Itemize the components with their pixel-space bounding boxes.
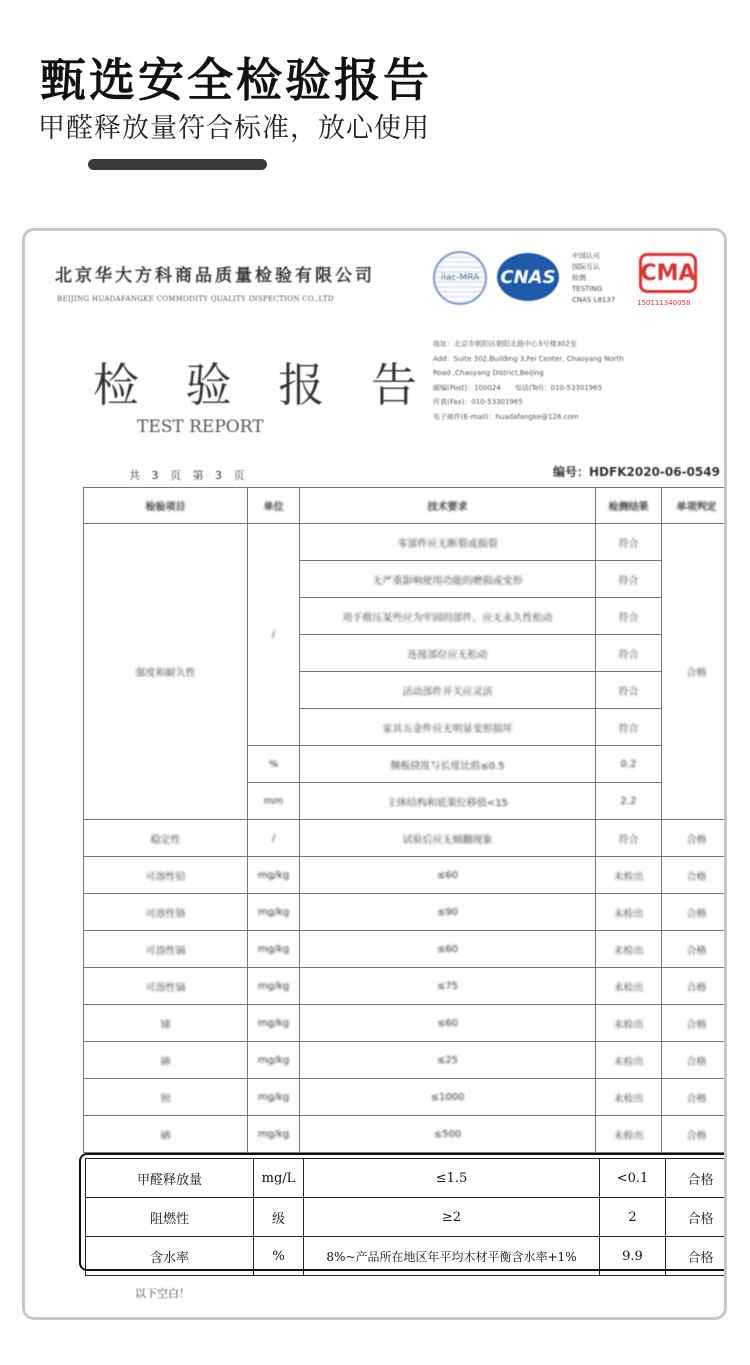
table-row xyxy=(84,931,728,968)
cma-logo-icon: CMA xyxy=(639,253,697,293)
results-table xyxy=(83,487,727,1153)
result-cell: 符合 xyxy=(596,820,662,857)
table-row xyxy=(84,894,728,931)
unit-cell: 级 xyxy=(254,1198,304,1237)
requirement-cell: 侧板挠度与长度比值≤0.5 xyxy=(300,746,596,783)
result-cell: 未检出 xyxy=(596,931,662,968)
item-cell: 可溶性镉 xyxy=(84,968,248,1005)
item-cell: 强度和耐久性 xyxy=(84,524,248,820)
table-row xyxy=(84,1079,728,1116)
result-cell: 符合 xyxy=(596,672,662,709)
table-row xyxy=(84,968,728,1005)
item-cell: 砷 xyxy=(84,1042,248,1079)
verdict-cell: 合格 xyxy=(662,931,728,968)
verdict-cell: 合格 xyxy=(662,894,728,931)
requirement-cell: 用手揿压某些应为牢固的部件，应无永久性松动 xyxy=(300,598,596,635)
result-cell: 未检出 xyxy=(596,1042,662,1079)
requirement-cell: 主体结构和底架位移值<15 xyxy=(300,783,596,820)
item-cell: 钡 xyxy=(84,1079,248,1116)
result-cell: 未检出 xyxy=(596,1079,662,1116)
cma-number: 150111340058 xyxy=(637,299,691,307)
result-cell: 未检出 xyxy=(596,1116,662,1153)
verdict-cell: 合格 xyxy=(666,1237,728,1276)
requirement-cell: 零部件应无断裂或损裂 xyxy=(300,524,596,561)
table-row xyxy=(84,1116,728,1153)
result-cell: 未检出 xyxy=(596,894,662,931)
requirement-cell: ≤1000 xyxy=(300,1079,596,1116)
table-row xyxy=(84,1005,728,1042)
requirement-cell: ≥2 xyxy=(304,1198,600,1237)
header-requirement: 技术要求 xyxy=(300,488,596,524)
report-title-en: TEST REPORT xyxy=(137,417,264,437)
requirement-cell: ≤60 xyxy=(300,857,596,894)
unit-cell: mg/L xyxy=(254,1159,304,1198)
unit-cell: / xyxy=(248,820,300,857)
verdict-cell: 合格 xyxy=(662,524,728,820)
unit-cell: % xyxy=(254,1237,304,1276)
item-cell: 硒 xyxy=(84,1116,248,1153)
item-cell: 可溶性镉 xyxy=(84,931,248,968)
result-cell: 2.2 xyxy=(596,783,662,820)
item-cell: 阻燃性 xyxy=(86,1198,254,1237)
unit-cell: mm xyxy=(248,783,300,820)
ilac-mra-logo-icon: ilac-MRA xyxy=(433,251,487,305)
verdict-cell: 合格 xyxy=(666,1159,728,1198)
unit-cell: mg/kg xyxy=(248,1116,300,1153)
hero-divider-bar xyxy=(88,159,267,170)
header-verdict: 单项判定 xyxy=(662,488,728,524)
hero-title: 甄选安全检验报告 xyxy=(40,53,432,107)
unit-cell: mg/kg xyxy=(248,1042,300,1079)
unit-cell: mg/kg xyxy=(248,894,300,931)
result-cell: 未检出 xyxy=(596,1005,662,1042)
verdict-cell: 合格 xyxy=(662,857,728,894)
item-cell: 含水率 xyxy=(86,1237,254,1276)
cnas-logo-icon: CNAS xyxy=(497,253,559,301)
requirement-cell: 无严重影响使用功能的磨损或变形 xyxy=(300,561,596,598)
unit-cell: mg/kg xyxy=(248,1079,300,1116)
report-number: 编号：HDFK2020-06-0549 xyxy=(553,465,720,479)
item-cell: 可溶性铬 xyxy=(84,894,248,931)
table-row xyxy=(84,524,728,561)
unit-cell: mg/kg xyxy=(248,1005,300,1042)
requirement-cell: 8%~产品所在地区年平均木材平衡含水率+1% xyxy=(304,1237,600,1276)
item-cell: 可溶性铅 xyxy=(84,857,248,894)
requirement-cell: ≤60 xyxy=(300,1005,596,1042)
report-title: 检 验 报 告 xyxy=(93,358,433,412)
verdict-cell: 合格 xyxy=(662,1079,728,1116)
company-name-en: BEIJING HUADAFANGKE COMMODITY QUALITY INSPECTION CO.,LTD xyxy=(57,295,334,303)
lab-address: 地址：北京市朝阳区朝阳北路中心3号楼302室 Add：Suite 302,Building 3,Fei Center, Chaoyang North Road ,Chaoyang District,Beijing 邮编(Post)：100024 电话(Tel)：010-53301965 传真(Fax)：010-53301965 电子邮件(E-mail)：huadafangke@126.com xyxy=(433,340,624,421)
table-row xyxy=(86,1159,728,1198)
verdict-cell: 合格 xyxy=(666,1198,728,1237)
item-cell: 锑 xyxy=(84,1005,248,1042)
blank-note: 以下空白！ xyxy=(135,1287,190,1300)
cnas-accreditation-text: 中国认可 国际互认 检测 TESTING CNAS L8137 xyxy=(572,252,616,304)
result-cell: 9.9 xyxy=(600,1237,666,1276)
result-cell: 符合 xyxy=(596,709,662,746)
verdict-cell: 合格 xyxy=(662,1005,728,1042)
item-cell: 稳定性 xyxy=(84,820,248,857)
company-name-cn: 北京华大方科商品质量检验有限公司 xyxy=(55,266,375,286)
result-cell: 2 xyxy=(600,1198,666,1237)
table-header-row xyxy=(84,488,728,524)
result-cell: 符合 xyxy=(596,524,662,561)
verdict-cell: 合格 xyxy=(662,1042,728,1079)
header-result: 检测结果 xyxy=(596,488,662,524)
hero-subtitle: 甲醛释放量符合标准，放心使用 xyxy=(38,113,430,144)
header-unit: 单位 xyxy=(248,488,300,524)
requirement-cell: 连接部位应无松动 xyxy=(300,635,596,672)
table-row xyxy=(84,857,728,894)
page-count: 共 3 页 第 3 页 xyxy=(129,469,249,482)
verdict-cell: 合格 xyxy=(662,820,728,857)
verdict-cell: 合格 xyxy=(662,968,728,1005)
table-row xyxy=(84,820,728,857)
unit-cell: mg/kg xyxy=(248,857,300,894)
result-cell: 符合 xyxy=(596,635,662,672)
result-cell: 未检出 xyxy=(596,968,662,1005)
unit-cell: % xyxy=(248,746,300,783)
header-item: 检验项目 xyxy=(84,488,248,524)
result-cell: 符合 xyxy=(596,561,662,598)
table-row xyxy=(84,1042,728,1079)
requirement-cell: ≤60 xyxy=(300,931,596,968)
result-cell: 未检出 xyxy=(596,857,662,894)
table-row xyxy=(86,1198,728,1237)
highlighted-results-box xyxy=(79,1153,727,1271)
item-cell: 甲醛释放量 xyxy=(86,1159,254,1198)
requirement-cell: ≤500 xyxy=(300,1116,596,1153)
unit-cell: mg/kg xyxy=(248,968,300,1005)
result-cell: <0.1 xyxy=(600,1159,666,1198)
table-row xyxy=(86,1237,728,1276)
requirement-cell: 活动部件开关应灵活 xyxy=(300,672,596,709)
test-report-document xyxy=(22,228,727,1320)
requirement-cell: ≤1.5 xyxy=(304,1159,600,1198)
unit-cell: / xyxy=(248,524,300,746)
requirement-cell: ≤25 xyxy=(300,1042,596,1079)
result-cell: 符合 xyxy=(596,598,662,635)
requirement-cell: 试验后应无倾翻现象 xyxy=(300,820,596,857)
verdict-cell: 合格 xyxy=(662,1116,728,1153)
highlighted-results-table xyxy=(85,1158,727,1276)
unit-cell: mg/kg xyxy=(248,931,300,968)
requirement-cell: ≤75 xyxy=(300,968,596,1005)
requirement-cell: 家具五金件应无明显变形损坏 xyxy=(300,709,596,746)
result-cell: 0.2 xyxy=(596,746,662,783)
requirement-cell: ≤90 xyxy=(300,894,596,931)
